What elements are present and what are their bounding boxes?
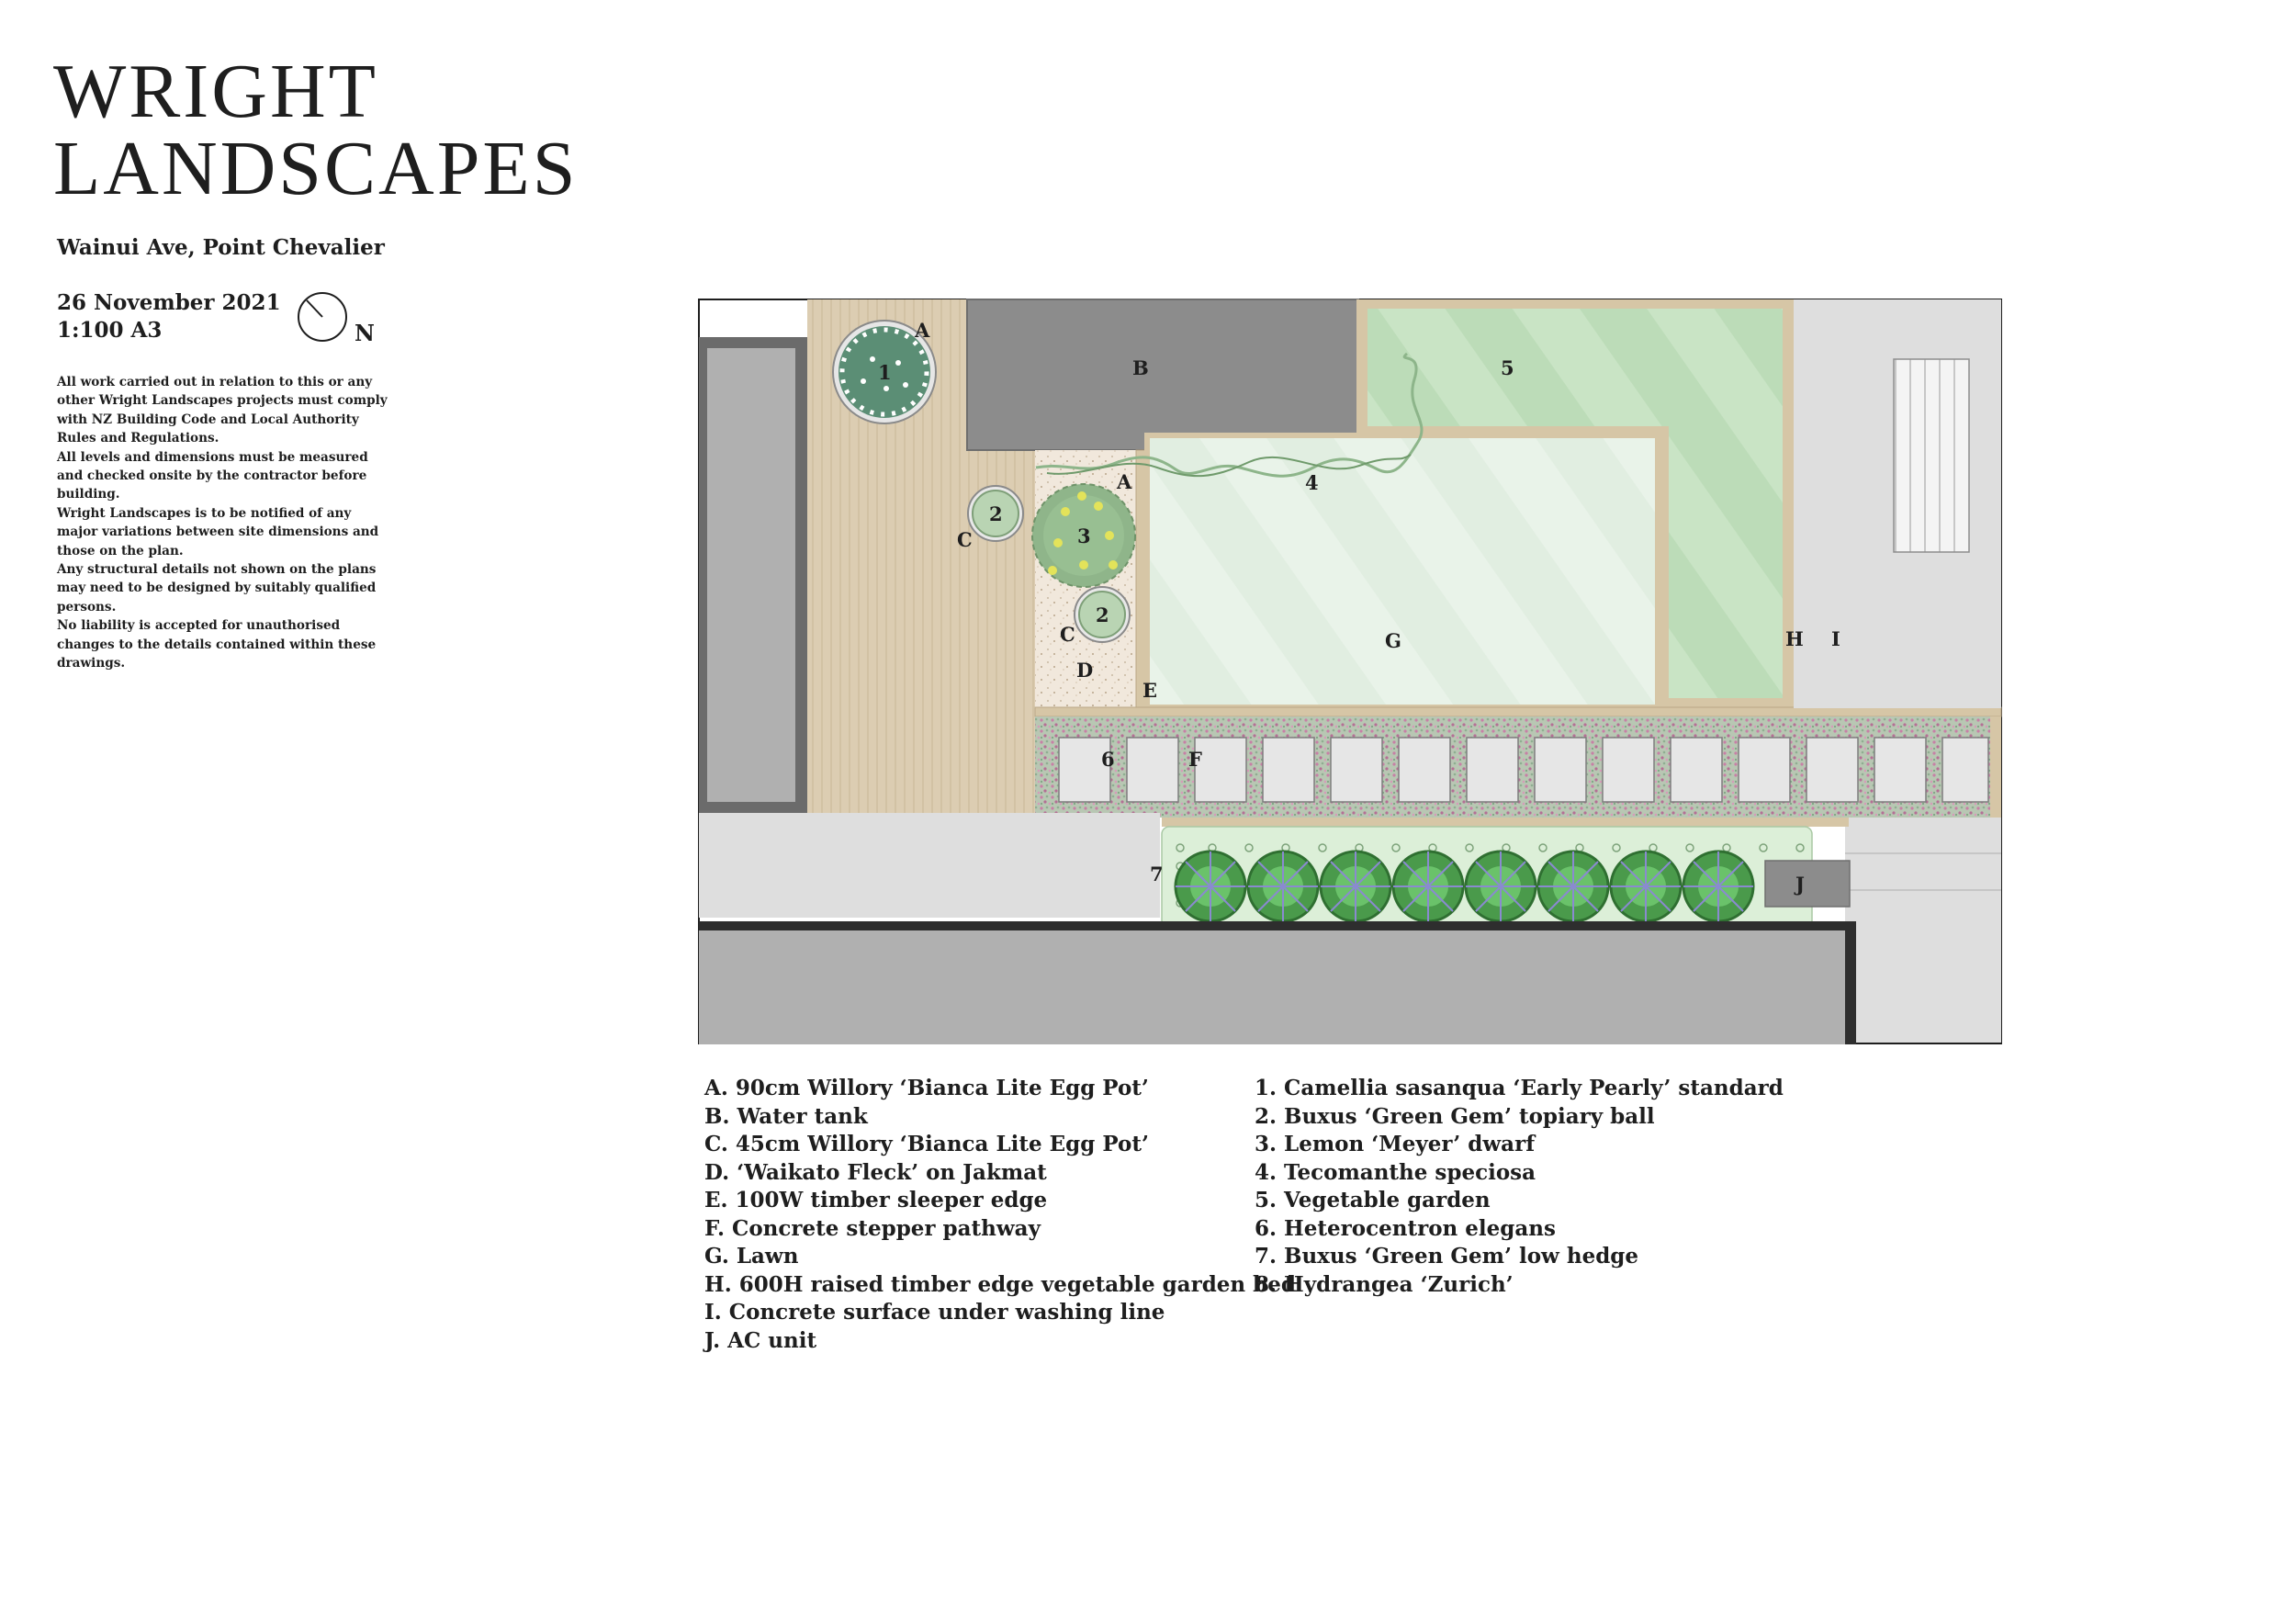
stepper bbox=[1806, 738, 1858, 802]
water-tank bbox=[967, 299, 1358, 450]
legend-item: C. 45cm Willory ‘Bianca Lite Egg Pot’ bbox=[704, 1132, 1149, 1156]
note: All levels and dimensions must be measured and checked onsite by the contractor before building. bbox=[57, 449, 368, 502]
legend-item: 4. Tecomanthe speciosa bbox=[1255, 1159, 1536, 1185]
north-arrow-icon bbox=[296, 290, 349, 344]
legend-item: D. ‘Waikato Fleck’ on Jakmat bbox=[704, 1159, 1047, 1185]
ac-unit bbox=[1765, 861, 1850, 907]
concrete-right bbox=[1845, 818, 2001, 923]
label-2: 2 bbox=[989, 502, 1003, 525]
label-E: E bbox=[1142, 679, 1158, 702]
legend-item: 8. Hydrangea ‘Zurich’ bbox=[1255, 1271, 1514, 1297]
legend-item: 2. Buxus ‘Green Gem’ topiary ball bbox=[1255, 1103, 1655, 1129]
hydrangea-plant bbox=[1248, 851, 1318, 921]
legend-item: J. AC unit bbox=[704, 1327, 817, 1353]
lawn bbox=[1147, 435, 1658, 707]
stepper bbox=[1399, 738, 1450, 802]
label-B: B bbox=[1132, 356, 1149, 379]
stepper bbox=[1671, 738, 1722, 802]
stepper bbox=[1127, 738, 1178, 802]
washing-line bbox=[1894, 359, 1969, 552]
path-end-edge bbox=[1990, 716, 2001, 818]
legend-letters bbox=[704, 1075, 1296, 1355]
label-G: G bbox=[1385, 629, 1401, 652]
company-logo bbox=[53, 49, 579, 211]
stepper bbox=[1331, 738, 1382, 802]
project-address: Wainui Ave, Point Chevalier bbox=[57, 235, 385, 260]
note: Any structural details not shown on the plans may need to be designed by suitably qualified persons. bbox=[57, 562, 377, 615]
label-J: J bbox=[1795, 873, 1805, 896]
hydrangea-plant bbox=[1611, 851, 1681, 921]
label-A: A bbox=[915, 319, 930, 342]
legend-item: G. Lawn bbox=[704, 1244, 799, 1269]
legend-item: 6. Heterocentron elegans bbox=[1255, 1215, 1556, 1241]
note: Wright Landscapes is to be notified of any major variations between site dimensions and those on the plan. bbox=[57, 505, 379, 558]
house-bottom bbox=[699, 930, 1845, 1044]
disclaimer-notes bbox=[57, 373, 388, 673]
stepper bbox=[1535, 738, 1586, 802]
label-I: I bbox=[1831, 627, 1840, 650]
label-5: 5 bbox=[1501, 356, 1514, 379]
legend-item: 3. Lemon ‘Meyer’ dwarf bbox=[1255, 1132, 1536, 1156]
legend-item: 1. Camellia sasanqua ‘Early Pearly’ standard bbox=[1255, 1076, 1784, 1100]
label-F: F bbox=[1188, 748, 1202, 771]
hydrangea-plant bbox=[1683, 851, 1753, 921]
label-C-2: C bbox=[1060, 623, 1075, 646]
legend-item: H. 600H raised timber edge vegetable garden bed bbox=[704, 1271, 1296, 1297]
vegetable-garden-side bbox=[1669, 309, 1783, 698]
stepper bbox=[1467, 738, 1518, 802]
label-D: D bbox=[1076, 659, 1094, 682]
hydrangea-plant bbox=[1321, 851, 1390, 921]
stepper bbox=[1942, 738, 1988, 802]
label-7: 7 bbox=[1150, 863, 1164, 885]
brand-line-2: LANDSCAPES bbox=[53, 126, 579, 211]
drawing-scale: 1:100 A3 bbox=[57, 318, 163, 343]
hydrangea-plant bbox=[1538, 851, 1608, 921]
label-3: 3 bbox=[1077, 524, 1091, 547]
label-2-b: 2 bbox=[1096, 603, 1109, 626]
stepper bbox=[1195, 738, 1246, 802]
label-4: 4 bbox=[1305, 471, 1319, 494]
legend-item: B. Water tank bbox=[704, 1103, 868, 1129]
brand-line-1: WRIGHT bbox=[53, 49, 378, 134]
label-A-2: A bbox=[1117, 470, 1132, 493]
label-H: H bbox=[1785, 627, 1804, 650]
legend-item: I. Concrete surface under washing line bbox=[704, 1300, 1165, 1325]
hedge-bed-edge bbox=[1162, 818, 1849, 827]
legend-item: F. Concrete stepper pathway bbox=[704, 1215, 1041, 1241]
legend-item: E. 100W timber sleeper edge bbox=[704, 1188, 1048, 1212]
concrete-side bbox=[699, 813, 1160, 918]
north-label: N bbox=[355, 320, 375, 346]
label-1: 1 bbox=[878, 361, 892, 384]
hydrangea-plant bbox=[1393, 851, 1463, 921]
hydrangea-plant bbox=[1466, 851, 1536, 921]
hydrangea-plant bbox=[1176, 851, 1245, 921]
label-C: C bbox=[957, 528, 973, 551]
legend-numbers bbox=[1255, 1075, 1784, 1299]
site-plan bbox=[698, 299, 2002, 1044]
house-left bbox=[707, 348, 795, 802]
stepper bbox=[1603, 738, 1654, 802]
note: All work carried out in relation to this or any other Wright Landscapes projects must comply with NZ Building Code and Local Authority Rules and Regulations. bbox=[57, 375, 388, 446]
stepper bbox=[1739, 738, 1790, 802]
project-date: 26 November 2021 bbox=[57, 290, 281, 315]
concrete-corner bbox=[1856, 923, 2001, 1043]
legend-item: A. 90cm Willory ‘Bianca Lite Egg Pot’ bbox=[704, 1076, 1149, 1100]
note: No liability is accepted for unauthorised changes to the details contained within these drawings. bbox=[57, 618, 377, 671]
legend-item: 7. Buxus ‘Green Gem’ low hedge bbox=[1255, 1244, 1638, 1269]
stepper bbox=[1263, 738, 1314, 802]
legend-item: 5. Vegetable garden bbox=[1255, 1188, 1491, 1212]
lawn-edge bbox=[1035, 707, 2001, 716]
label-6: 6 bbox=[1101, 748, 1115, 771]
stepper bbox=[1874, 738, 1926, 802]
